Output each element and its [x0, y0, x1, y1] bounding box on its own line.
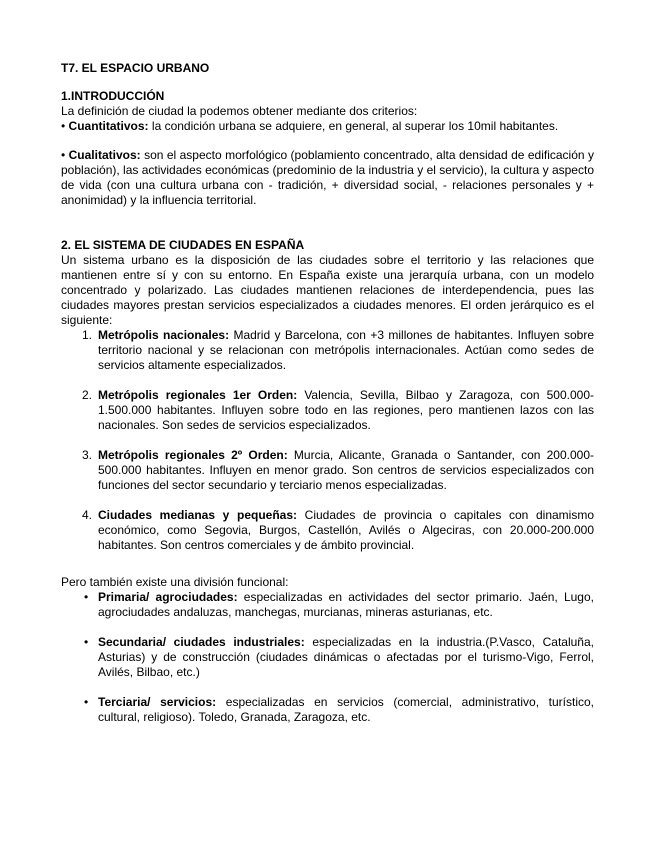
bullet: • [84, 635, 89, 649]
section-1-title: 1.INTRODUCCIÓN [61, 89, 165, 103]
list-item [61, 448, 594, 493]
level-text: Valencia, Sevilla, Bilbao y Zaragoza, con 500.000-1.500.000 habitantes. Influyen sobre todo en las regiones, pero mantienen lazos con las nacionales. Son sedes de servicios especializados. [98, 388, 594, 432]
criterion-term: Cuantitativos: [68, 119, 149, 133]
level-term: Metrópolis nacionales: [98, 328, 230, 342]
criterion-term: Cualitativos: [68, 148, 141, 162]
section-1-intro: La definición de ciudad la podemos obtener mediante dos criterios: [61, 104, 418, 118]
criterion-text: la condición urbana se adquiere, en general, al superar los 10mil habitantes. [148, 119, 559, 133]
document-page [61, 61, 594, 725]
bullet: • [61, 119, 66, 133]
function-term: Terciaria/ servicios: [98, 695, 217, 709]
level-term: Metrópolis regionales 1er Orden: [98, 388, 298, 402]
bullet: • [61, 148, 66, 162]
criterion-quantitative [61, 119, 594, 134]
criterion-qualitative [61, 148, 594, 208]
document-title: T7. EL ESPACIO URBANO [61, 61, 210, 75]
hierarchy-list [61, 328, 594, 553]
functional-list [61, 590, 594, 725]
function-term: Secundaria/ ciudades industriales: [98, 635, 305, 649]
level-text: Murcia, Alicante, Granada o Santander, con 200.000-500.000 habitantes. Influyen en menor grado. Son centros de servicios especializados con funciones del sector secundario y terciario menos especializadas. [98, 448, 594, 492]
list-item [61, 328, 594, 373]
list-number: 3. [82, 448, 93, 462]
functional-intro: Pero también existe una división funcional: [61, 575, 289, 589]
level-text: Ciudades de provincia o capitales con dinamismo económico, como Segovia, Burgos, Castellón, Avilés o Algeciras, con 20.000-200.000 habitantes. Son centros comerciales y de ámbito provincial. [98, 508, 594, 552]
function-text: especializadas en la industria.(P.Vasco, Cataluña, Asturias) y de construcción (ciudades dinámicas o afectadas por el turismo-Vigo, Ferrol, Avilés, Bilbao, etc.) [98, 635, 594, 679]
bullet: • [84, 695, 89, 709]
level-term: Ciudades medianas y pequeñas: [98, 508, 297, 522]
bullet: • [84, 590, 89, 604]
list-item [61, 590, 594, 620]
function-term: Primaria/ agrociudades: [98, 590, 238, 604]
list-item [61, 508, 594, 553]
function-text: especializadas en actividades del sector primario. Jaén, Lugo, agrociudades andaluzas, manchegas, murcianas, mineras asturianas, etc. [98, 590, 594, 619]
criterion-text: son el aspecto morfológico (poblamiento concentrado, alta densidad de edificación y población), las actividades económicas (predominio de la industria y el servicio), la cultura y aspecto de vida (con una cultura urbana con - tradición, + diversidad social, - relaciones personales y + anonimidad) y la influencia territorial. [61, 148, 594, 207]
list-item [61, 635, 594, 680]
list-item [61, 388, 594, 433]
section-2-title: 2. EL SISTEMA DE CIUDADES EN ESPAÑA [61, 238, 305, 252]
section-2-intro: Un sistema urbano es la disposición de las ciudades sobre el territorio y las relaciones que mantienen entre sí y con su entorno. En España existe una jerarquía urbana, con un modelo concentrado y polarizado. Las ciudades mantienen relaciones de interdependencia, pues las ciudades mayores prestan servicios especializados a ciudades menores. El orden jerárquico es el siguiente: [61, 253, 594, 327]
list-number: 4. [82, 508, 93, 522]
level-text: Madrid y Barcelona, con +3 millones de habitantes. Influyen sobre territorio nacional y se relacionan con metrópolis internacionales. Actúan como sedes de servicios altamente especializados. [98, 328, 595, 372]
list-number: 2. [82, 388, 93, 402]
function-text: especializadas en servicios (comercial, administrativo, turístico, cultural, religioso). Toledo, Granada, Zaragoza, etc. [98, 695, 595, 724]
list-item [61, 695, 594, 725]
list-number: 1. [82, 328, 93, 342]
level-term: Metrópolis regionales 2º Orden: [98, 448, 288, 462]
